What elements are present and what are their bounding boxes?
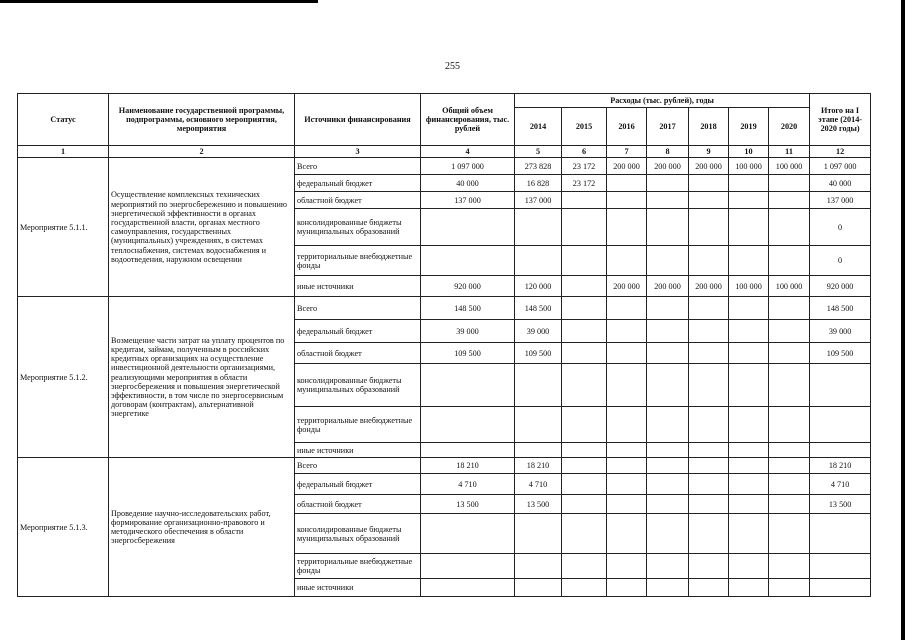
year-value-cell <box>562 192 607 209</box>
year-value-cell <box>647 192 689 209</box>
header-stage-total: Итого на I этапе (2014-2020 годы) <box>810 94 871 146</box>
column-number: 11 <box>769 146 810 158</box>
stage-total-cell <box>810 407 871 443</box>
year-value-cell <box>562 209 607 246</box>
year-value-cell <box>729 320 769 343</box>
header-year: 2017 <box>647 108 689 146</box>
measure-status: Мероприятие 5.1.3. <box>18 458 109 597</box>
year-value-cell <box>729 579 769 597</box>
stage-total-cell: 148 500 <box>810 297 871 320</box>
year-value-cell <box>562 343 607 364</box>
year-value-cell <box>515 246 562 276</box>
year-value-cell <box>607 495 647 514</box>
stage-total-cell <box>810 443 871 458</box>
column-number-row <box>18 146 871 158</box>
year-value-cell: 109 500 <box>515 343 562 364</box>
year-value-cell <box>607 474 647 495</box>
funding-source: Всего <box>295 458 421 474</box>
year-value-cell: 23 172 <box>562 158 607 175</box>
year-value-cell <box>647 175 689 192</box>
year-value-cell <box>562 246 607 276</box>
year-value-cell <box>562 495 607 514</box>
year-value-cell <box>769 246 810 276</box>
measure-status: Мероприятие 5.1.1. <box>18 158 109 297</box>
total-volume-cell <box>421 209 515 246</box>
year-value-cell: 13 500 <box>515 495 562 514</box>
year-value-cell <box>769 209 810 246</box>
measure-name: Проведение научно-исследовательских работ, формирование организационно-правового и методического обеспечения в области энергосбережения <box>109 458 295 597</box>
year-value-cell: 273 828 <box>515 158 562 175</box>
year-value-cell <box>607 175 647 192</box>
year-value-cell <box>689 343 729 364</box>
total-volume-cell: 4 710 <box>421 474 515 495</box>
stage-total-cell: 920 000 <box>810 276 871 297</box>
year-value-cell <box>562 443 607 458</box>
scan-edge-right <box>901 0 905 640</box>
funding-source: консолидированные бюджеты муниципальных образований <box>295 209 421 246</box>
year-value-cell: 120 000 <box>515 276 562 297</box>
stage-total-cell <box>810 514 871 554</box>
budget-table <box>17 93 871 597</box>
year-value-cell <box>647 364 689 407</box>
total-volume-cell: 13 500 <box>421 495 515 514</box>
year-value-cell <box>689 209 729 246</box>
year-value-cell <box>689 458 729 474</box>
year-value-cell <box>647 458 689 474</box>
year-value-cell <box>562 458 607 474</box>
column-number: 5 <box>515 146 562 158</box>
stage-total-cell: 109 500 <box>810 343 871 364</box>
year-value-cell <box>607 320 647 343</box>
funding-source: консолидированные бюджеты муниципальных образований <box>295 514 421 554</box>
year-value-cell <box>729 495 769 514</box>
year-value-cell <box>689 514 729 554</box>
column-number: 2 <box>109 146 295 158</box>
year-value-cell <box>769 443 810 458</box>
year-value-cell <box>562 364 607 407</box>
total-volume-cell <box>421 514 515 554</box>
year-value-cell <box>769 458 810 474</box>
header-year: 2015 <box>562 108 607 146</box>
year-value-cell: 200 000 <box>607 158 647 175</box>
year-value-cell <box>769 495 810 514</box>
funding-source: консолидированные бюджеты муниципальных образований <box>295 364 421 407</box>
year-value-cell <box>607 364 647 407</box>
year-value-cell <box>769 579 810 597</box>
year-value-cell <box>769 192 810 209</box>
total-volume-cell <box>421 579 515 597</box>
year-value-cell: 100 000 <box>769 158 810 175</box>
measure-name: Осуществление комплексных технических мероприятий по энергосбережению и повышению энергетической эффективности в органах государственной власти, органах местного самоуправления, государственных (муниципальных) учреждениях, в системах теплоснабжения, системах водоснабжения и водоотведения, наружном освещении <box>109 158 295 297</box>
year-value-cell <box>515 209 562 246</box>
year-value-cell <box>607 343 647 364</box>
year-value-cell <box>729 407 769 443</box>
funding-source: областной бюджет <box>295 343 421 364</box>
funding-source: иные источники <box>295 276 421 297</box>
header-expenses: Расходы (тыс. рублей), годы <box>515 94 810 108</box>
funding-source: федеральный бюджет <box>295 474 421 495</box>
total-volume-cell: 18 210 <box>421 458 515 474</box>
year-value-cell <box>647 343 689 364</box>
year-value-cell <box>607 443 647 458</box>
header-total-volume: Общий объем финансирования, тыс. рублей <box>421 94 515 146</box>
total-volume-cell: 148 500 <box>421 297 515 320</box>
year-value-cell <box>729 474 769 495</box>
funding-source: иные источники <box>295 443 421 458</box>
year-value-cell <box>647 209 689 246</box>
measure-status: Мероприятие 5.1.2. <box>18 297 109 458</box>
header-source: Источники финансирования <box>295 94 421 146</box>
year-value-cell <box>689 364 729 407</box>
year-value-cell <box>515 514 562 554</box>
year-value-cell <box>607 458 647 474</box>
year-value-cell <box>647 474 689 495</box>
year-value-cell: 39 000 <box>515 320 562 343</box>
year-value-cell <box>769 474 810 495</box>
year-value-cell <box>515 364 562 407</box>
stage-total-cell: 0 <box>810 246 871 276</box>
year-value-cell <box>647 443 689 458</box>
total-volume-cell <box>421 246 515 276</box>
stage-total-cell: 137 000 <box>810 192 871 209</box>
year-value-cell <box>607 246 647 276</box>
year-value-cell <box>515 407 562 443</box>
year-value-cell <box>729 175 769 192</box>
table-row <box>18 458 871 474</box>
year-value-cell <box>689 175 729 192</box>
year-value-cell: 18 210 <box>515 458 562 474</box>
year-value-cell <box>647 579 689 597</box>
year-value-cell <box>729 297 769 320</box>
year-value-cell: 200 000 <box>647 276 689 297</box>
funding-source: областной бюджет <box>295 192 421 209</box>
year-value-cell <box>647 495 689 514</box>
year-value-cell <box>607 192 647 209</box>
year-value-cell: 148 500 <box>515 297 562 320</box>
year-value-cell: 16 828 <box>515 175 562 192</box>
year-value-cell: 100 000 <box>729 276 769 297</box>
column-number: 4 <box>421 146 515 158</box>
year-value-cell <box>607 579 647 597</box>
total-volume-cell: 1 097 000 <box>421 158 515 175</box>
year-value-cell <box>729 343 769 364</box>
year-value-cell <box>729 246 769 276</box>
stage-total-cell: 0 <box>810 209 871 246</box>
year-value-cell <box>729 192 769 209</box>
year-value-cell: 23 172 <box>562 175 607 192</box>
stage-total-cell <box>810 554 871 579</box>
year-value-cell <box>769 175 810 192</box>
year-value-cell <box>689 579 729 597</box>
year-value-cell <box>689 474 729 495</box>
header-year: 2019 <box>729 108 769 146</box>
year-value-cell: 200 000 <box>607 276 647 297</box>
header-year: 2016 <box>607 108 647 146</box>
year-value-cell <box>769 297 810 320</box>
year-value-cell <box>562 276 607 297</box>
year-value-cell: 100 000 <box>729 158 769 175</box>
year-value-cell <box>607 554 647 579</box>
year-value-cell <box>769 343 810 364</box>
stage-total-cell: 39 000 <box>810 320 871 343</box>
year-value-cell <box>769 407 810 443</box>
header-name: Наименование государственной программы, подпрограммы, основного мероприятия, мероприятия <box>109 94 295 146</box>
year-value-cell <box>647 554 689 579</box>
year-value-cell <box>689 192 729 209</box>
total-volume-cell <box>421 554 515 579</box>
stage-total-cell: 1 097 000 <box>810 158 871 175</box>
year-value-cell <box>562 320 607 343</box>
year-value-cell <box>647 246 689 276</box>
header-year: 2020 <box>769 108 810 146</box>
column-number: 3 <box>295 146 421 158</box>
year-value-cell <box>689 495 729 514</box>
stage-total-cell <box>810 579 871 597</box>
funding-source: областной бюджет <box>295 495 421 514</box>
year-value-cell <box>769 554 810 579</box>
funding-source: территориальные внебюджетные фонды <box>295 246 421 276</box>
year-value-cell <box>647 407 689 443</box>
stage-total-cell: 18 210 <box>810 458 871 474</box>
total-volume-cell: 109 500 <box>421 343 515 364</box>
year-value-cell <box>515 554 562 579</box>
year-value-cell <box>729 364 769 407</box>
table-header <box>18 94 871 158</box>
year-value-cell <box>689 246 729 276</box>
year-value-cell: 100 000 <box>769 276 810 297</box>
table-body <box>18 158 871 597</box>
year-value-cell <box>562 554 607 579</box>
column-number: 1 <box>18 146 109 158</box>
total-volume-cell: 137 000 <box>421 192 515 209</box>
year-value-cell <box>729 458 769 474</box>
stage-total-cell: 13 500 <box>810 495 871 514</box>
stage-total-cell <box>810 364 871 407</box>
year-value-cell <box>515 579 562 597</box>
header-year: 2018 <box>689 108 729 146</box>
funding-source: иные источники <box>295 579 421 597</box>
year-value-cell <box>729 514 769 554</box>
year-value-cell <box>607 297 647 320</box>
funding-source: федеральный бюджет <box>295 320 421 343</box>
column-number: 12 <box>810 146 871 158</box>
total-volume-cell <box>421 364 515 407</box>
total-volume-cell <box>421 407 515 443</box>
year-value-cell <box>729 443 769 458</box>
year-value-cell <box>729 554 769 579</box>
page-number: 255 <box>445 61 460 72</box>
column-number: 9 <box>689 146 729 158</box>
scan-edge-top-left <box>0 0 318 3</box>
total-volume-cell: 40 000 <box>421 175 515 192</box>
column-number: 10 <box>729 146 769 158</box>
year-value-cell <box>729 209 769 246</box>
column-number: 6 <box>562 146 607 158</box>
year-value-cell <box>689 554 729 579</box>
year-value-cell <box>562 514 607 554</box>
year-value-cell <box>562 297 607 320</box>
year-value-cell <box>647 297 689 320</box>
year-value-cell: 200 000 <box>689 276 729 297</box>
stage-total-cell: 40 000 <box>810 175 871 192</box>
stage-total-cell: 4 710 <box>810 474 871 495</box>
table-row <box>18 297 871 320</box>
year-value-cell <box>689 297 729 320</box>
total-volume-cell: 39 000 <box>421 320 515 343</box>
header-year: 2014 <box>515 108 562 146</box>
funding-source: территориальные внебюджетные фонды <box>295 407 421 443</box>
year-value-cell <box>515 443 562 458</box>
year-value-cell <box>769 514 810 554</box>
table-row <box>18 158 871 175</box>
year-value-cell <box>562 579 607 597</box>
year-value-cell <box>689 407 729 443</box>
year-value-cell <box>769 320 810 343</box>
year-value-cell <box>607 209 647 246</box>
year-value-cell <box>562 407 607 443</box>
total-volume-cell <box>421 443 515 458</box>
year-value-cell: 200 000 <box>647 158 689 175</box>
year-value-cell <box>689 320 729 343</box>
year-value-cell <box>562 474 607 495</box>
year-value-cell <box>647 514 689 554</box>
total-volume-cell: 920 000 <box>421 276 515 297</box>
measure-name: Возмещение части затрат на уплату процентов по кредитам, займам, полученным в российских кредитных организациях на осуществление инвестиционной деятельности организациями, реализующими мероприятия в области энергосбережения и повышения энергетической эффективности, в том числе по энергосервисным договорам (контрактам), альтернативной энергетике <box>109 297 295 458</box>
year-value-cell <box>647 320 689 343</box>
column-number: 7 <box>607 146 647 158</box>
year-value-cell <box>689 443 729 458</box>
year-value-cell: 200 000 <box>689 158 729 175</box>
funding-source: территориальные внебюджетные фонды <box>295 554 421 579</box>
funding-source: Всего <box>295 158 421 175</box>
year-value-cell <box>769 364 810 407</box>
year-value-cell <box>607 407 647 443</box>
year-value-cell: 4 710 <box>515 474 562 495</box>
funding-source: Всего <box>295 297 421 320</box>
header-status: Статус <box>18 94 109 146</box>
column-number: 8 <box>647 146 689 158</box>
year-value-cell <box>607 514 647 554</box>
year-value-cell: 137 000 <box>515 192 562 209</box>
funding-source: федеральный бюджет <box>295 175 421 192</box>
